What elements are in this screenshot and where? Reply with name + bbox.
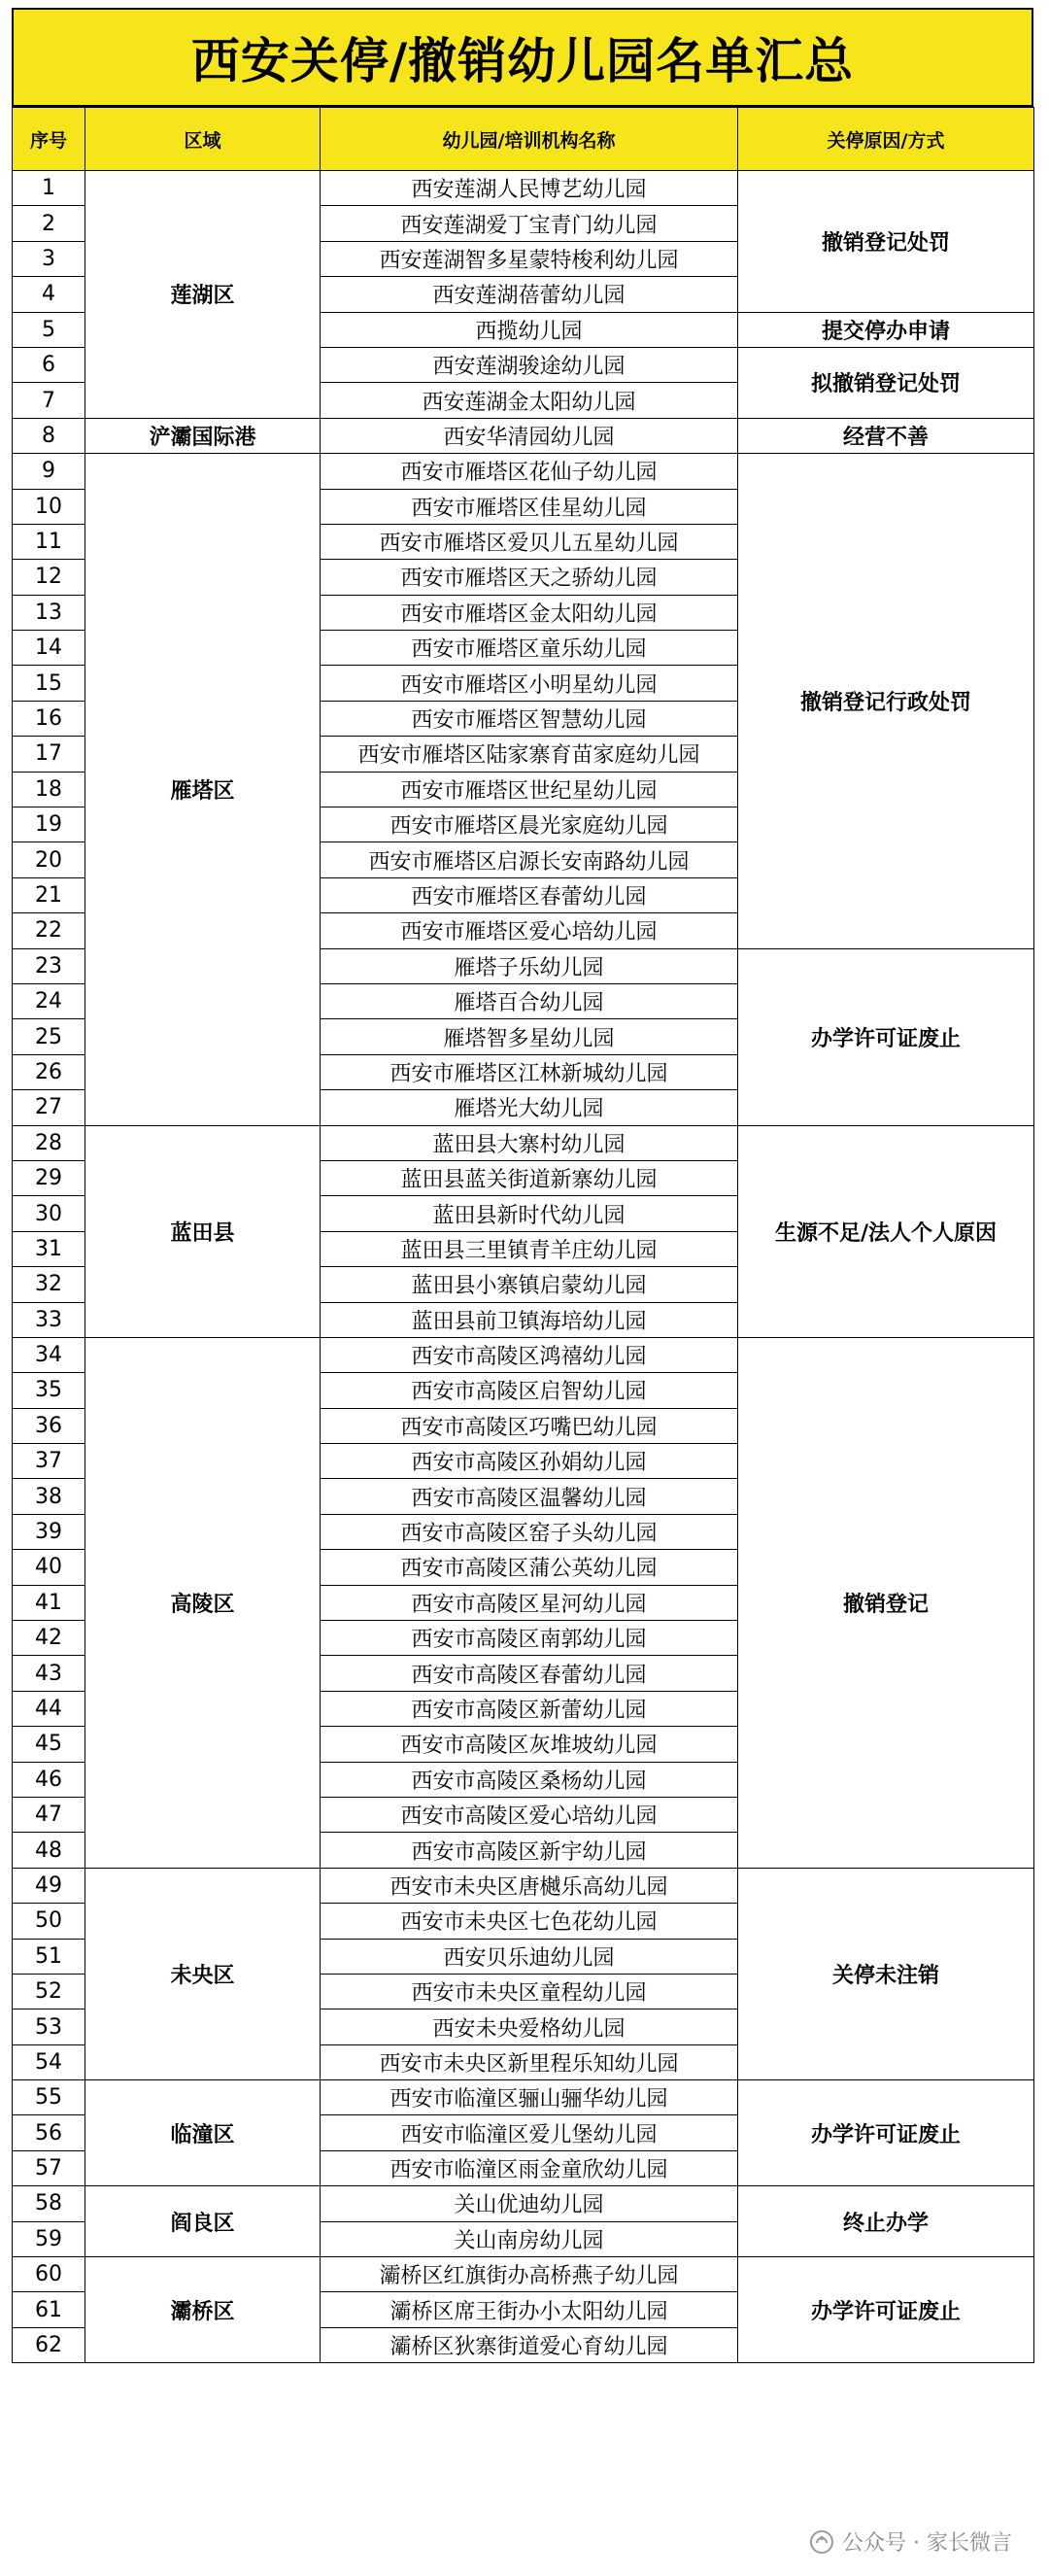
- closure-reason-cell: 经营不善: [738, 418, 1034, 453]
- row-number: 59: [13, 2221, 85, 2256]
- district-cell: 灞桥区: [85, 2257, 321, 2363]
- closure-reason-cell: 终止办学: [738, 2186, 1034, 2257]
- kindergarten-name: 蓝田县蓝关街道新寨幼儿园: [321, 1160, 738, 1195]
- kindergarten-name: 西安市临潼区雨金童欣幼儿园: [321, 2150, 738, 2185]
- kindergarten-name: 灞桥区席王街办小太阳幼儿园: [321, 2292, 738, 2327]
- row-number: 50: [13, 1904, 85, 1939]
- closure-reason-cell: 撤销登记: [738, 1337, 1034, 1868]
- closure-reason-cell: 办学许可证废止: [738, 2257, 1034, 2363]
- kindergarten-name: 西安市高陵区温馨幼儿园: [321, 1479, 738, 1514]
- header-reason: 关停原因/方式: [738, 108, 1034, 171]
- kindergarten-name: 西安市高陵区新蕾幼儿园: [321, 1691, 738, 1726]
- table-row: [13, 418, 1034, 453]
- district-cell: 浐灞国际港: [85, 418, 321, 453]
- table-row: [13, 2186, 1034, 2221]
- kindergarten-name: 西安市高陵区星河幼儿园: [321, 1585, 738, 1620]
- header-district: 区域: [85, 108, 321, 171]
- watermark: [809, 2526, 1012, 2557]
- kindergarten-name: 西安市雁塔区天之骄幼儿园: [321, 560, 738, 595]
- row-number: 22: [13, 913, 85, 948]
- closure-reason-cell: 撤销登记处罚: [738, 171, 1034, 313]
- kindergarten-name: 西安市雁塔区金太阳幼儿园: [321, 595, 738, 630]
- kindergarten-name: 西安莲湖蓓蕾幼儿园: [321, 277, 738, 312]
- kindergarten-name: 雁塔光大幼儿园: [321, 1090, 738, 1125]
- kindergarten-name: 西安市高陵区新宇幼儿园: [321, 1833, 738, 1868]
- row-number: 21: [13, 877, 85, 912]
- row-number: 55: [13, 2080, 85, 2115]
- kindergarten-name: 蓝田县小寨镇启蒙幼儿园: [321, 1267, 738, 1302]
- row-number: 15: [13, 666, 85, 701]
- kindergarten-table: [12, 107, 1034, 2363]
- row-number: 44: [13, 1691, 85, 1726]
- kindergarten-name: 西安市雁塔区花仙子幼儿园: [321, 454, 738, 489]
- row-number: 9: [13, 454, 85, 489]
- row-number: 25: [13, 1019, 85, 1054]
- row-number: 4: [13, 277, 85, 312]
- row-number: 18: [13, 772, 85, 807]
- kindergarten-name: 西安市高陵区灰堆坡幼儿园: [321, 1727, 738, 1762]
- row-number: 35: [13, 1373, 85, 1408]
- kindergarten-name: 西安市雁塔区小明星幼儿园: [321, 666, 738, 701]
- kindergarten-name: 西安市雁塔区春蕾幼儿园: [321, 877, 738, 912]
- kindergarten-name: 西安莲湖人民博艺幼儿园: [321, 171, 738, 206]
- kindergarten-name: 蓝田县大寨村幼儿园: [321, 1125, 738, 1160]
- wechat-official-account-icon: [809, 2529, 834, 2555]
- kindergarten-name: 西安市高陵区孙娟幼儿园: [321, 1444, 738, 1479]
- kindergarten-name: 西安市雁塔区爱贝儿五星幼儿园: [321, 524, 738, 559]
- row-number: 36: [13, 1408, 85, 1443]
- kindergarten-name: 西安市雁塔区爱心培幼儿园: [321, 913, 738, 948]
- kindergarten-name: 西安市雁塔区童乐幼儿园: [321, 631, 738, 666]
- kindergarten-name: 西安市未央区童程幼儿园: [321, 1974, 738, 2009]
- kindergarten-name: 西安市雁塔区晨光家庭幼儿园: [321, 807, 738, 842]
- watermark-text: 公众号 · 家长微言: [842, 2531, 1012, 2556]
- row-number: 49: [13, 1868, 85, 1903]
- row-number: 62: [13, 2327, 85, 2362]
- kindergarten-name: 西安莲湖骏途幼儿园: [321, 347, 738, 382]
- closure-reason-cell: 生源不足/法人个人原因: [738, 1125, 1034, 1337]
- table-row: [13, 454, 1034, 489]
- kindergarten-name: 关山优迪幼儿园: [321, 2186, 738, 2221]
- row-number: 56: [13, 2115, 85, 2150]
- row-number: 20: [13, 842, 85, 877]
- kindergarten-name: 西安市未央区新里程乐知幼儿园: [321, 2044, 738, 2079]
- row-number: 47: [13, 1797, 85, 1832]
- table-row: [13, 1868, 1034, 1903]
- kindergarten-name: 西安未央爱格幼儿园: [321, 2009, 738, 2044]
- table-row: [13, 2257, 1034, 2292]
- document: [12, 8, 1033, 2363]
- kindergarten-name: 西安市未央区七色花幼儿园: [321, 1904, 738, 1939]
- kindergarten-name: 西安市雁塔区佳星幼儿园: [321, 489, 738, 524]
- district-cell: 临潼区: [85, 2080, 321, 2186]
- kindergarten-name: 西安贝乐迪幼儿园: [321, 1939, 738, 1974]
- table-body: [13, 171, 1034, 2363]
- row-number: 57: [13, 2150, 85, 2185]
- row-number: 41: [13, 1585, 85, 1620]
- row-number: 23: [13, 948, 85, 983]
- closure-reason-cell: 提交停办申请: [738, 312, 1034, 347]
- row-number: 61: [13, 2292, 85, 2327]
- table-row: [13, 1125, 1034, 1160]
- district-cell: 高陵区: [85, 1337, 321, 1868]
- kindergarten-name: 西安市高陵区桑杨幼儿园: [321, 1762, 738, 1797]
- row-number: 37: [13, 1444, 85, 1479]
- district-cell: 雁塔区: [85, 454, 321, 1125]
- kindergarten-name: 关山南房幼儿园: [321, 2221, 738, 2256]
- kindergarten-name: 西安华清园幼儿园: [321, 418, 738, 453]
- kindergarten-name: 西安市高陵区蒲公英幼儿园: [321, 1550, 738, 1585]
- kindergarten-name: 西安市高陵区南郭幼儿园: [321, 1621, 738, 1656]
- row-number: 5: [13, 312, 85, 347]
- kindergarten-name: 灞桥区狄寨街道爱心育幼儿园: [321, 2327, 738, 2362]
- row-number: 58: [13, 2186, 85, 2221]
- kindergarten-name: 西安莲湖智多星蒙特梭利幼儿园: [321, 241, 738, 276]
- kindergarten-name: 雁塔智多星幼儿园: [321, 1019, 738, 1054]
- row-number: 31: [13, 1231, 85, 1266]
- row-number: 3: [13, 241, 85, 276]
- row-number: 32: [13, 1267, 85, 1302]
- row-number: 7: [13, 383, 85, 418]
- row-number: 1: [13, 171, 85, 206]
- kindergarten-name: 雁塔子乐幼儿园: [321, 948, 738, 983]
- row-number: 2: [13, 206, 85, 241]
- kindergarten-name: 蓝田县新时代幼儿园: [321, 1196, 738, 1231]
- row-number: 6: [13, 347, 85, 382]
- kindergarten-name: 西安市高陵区鸿禧幼儿园: [321, 1337, 738, 1372]
- row-number: 54: [13, 2044, 85, 2079]
- kindergarten-name: 西安市高陵区启智幼儿园: [321, 1373, 738, 1408]
- row-number: 28: [13, 1125, 85, 1160]
- page-title: 西安关停/撤销幼儿园名单汇总: [12, 8, 1033, 107]
- closure-reason-cell: 办学许可证废止: [738, 948, 1034, 1125]
- row-number: 40: [13, 1550, 85, 1585]
- district-cell: 蓝田县: [85, 1125, 321, 1337]
- row-number: 14: [13, 631, 85, 666]
- kindergarten-name: 西安市临潼区爱儿堡幼儿园: [321, 2115, 738, 2150]
- kindergarten-name: 西安市雁塔区世纪星幼儿园: [321, 772, 738, 807]
- kindergarten-name: 西安市高陵区春蕾幼儿园: [321, 1656, 738, 1691]
- kindergarten-name: 雁塔百合幼儿园: [321, 983, 738, 1018]
- row-number: 17: [13, 737, 85, 772]
- row-number: 45: [13, 1727, 85, 1762]
- row-number: 33: [13, 1302, 85, 1337]
- row-number: 19: [13, 807, 85, 842]
- kindergarten-name: 西安莲湖爱丁宝青门幼儿园: [321, 206, 738, 241]
- row-number: 27: [13, 1090, 85, 1125]
- closure-reason-cell: 拟撤销登记处罚: [738, 347, 1034, 418]
- district-cell: 未央区: [85, 1868, 321, 2079]
- row-number: 51: [13, 1939, 85, 1974]
- district-cell: 莲湖区: [85, 171, 321, 419]
- district-cell: 阎良区: [85, 2186, 321, 2257]
- kindergarten-name: 西安市雁塔区陆家寨育苗家庭幼儿园: [321, 737, 738, 772]
- row-number: 30: [13, 1196, 85, 1231]
- closure-reason-cell: 办学许可证废止: [738, 2080, 1034, 2186]
- closure-reason-cell: 关停未注销: [738, 1868, 1034, 2079]
- kindergarten-name: 西安市临潼区骊山骊华幼儿园: [321, 2080, 738, 2115]
- row-number: 26: [13, 1054, 85, 1089]
- row-number: 53: [13, 2009, 85, 2044]
- row-number: 16: [13, 701, 85, 736]
- row-number: 12: [13, 560, 85, 595]
- kindergarten-name: 西安市雁塔区智慧幼儿园: [321, 701, 738, 736]
- kindergarten-name: 西安市未央区唐樾乐高幼儿园: [321, 1868, 738, 1903]
- row-number: 8: [13, 418, 85, 453]
- row-number: 38: [13, 1479, 85, 1514]
- row-number: 42: [13, 1621, 85, 1656]
- row-number: 60: [13, 2257, 85, 2292]
- kindergarten-name: 灞桥区红旗街办高桥燕子幼儿园: [321, 2257, 738, 2292]
- header-name: 幼儿园/培训机构名称: [321, 108, 738, 171]
- row-number: 29: [13, 1160, 85, 1195]
- kindergarten-name: 蓝田县前卫镇海培幼儿园: [321, 1302, 738, 1337]
- kindergarten-name: 西揽幼儿园: [321, 312, 738, 347]
- table-row: [13, 2080, 1034, 2115]
- kindergarten-name: 蓝田县三里镇青羊庄幼儿园: [321, 1231, 738, 1266]
- row-number: 11: [13, 524, 85, 559]
- row-number: 10: [13, 489, 85, 524]
- row-number: 52: [13, 1974, 85, 2009]
- row-number: 48: [13, 1833, 85, 1868]
- table-header-row: [13, 108, 1034, 171]
- row-number: 13: [13, 595, 85, 630]
- kindergarten-name: 西安市高陵区爱心培幼儿园: [321, 1797, 738, 1832]
- header-number: 序号: [13, 108, 85, 171]
- closure-reason-cell: 撤销登记行政处罚: [738, 454, 1034, 948]
- row-number: 39: [13, 1514, 85, 1549]
- row-number: 24: [13, 983, 85, 1018]
- table-row: [13, 1337, 1034, 1372]
- row-number: 46: [13, 1762, 85, 1797]
- kindergarten-name: 西安莲湖金太阳幼儿园: [321, 383, 738, 418]
- kindergarten-name: 西安市雁塔区启源长安南路幼儿园: [321, 842, 738, 877]
- kindergarten-name: 西安市雁塔区江林新城幼儿园: [321, 1054, 738, 1089]
- kindergarten-name: 西安市高陵区巧嘴巴幼儿园: [321, 1408, 738, 1443]
- row-number: 43: [13, 1656, 85, 1691]
- row-number: 34: [13, 1337, 85, 1372]
- table-row: [13, 171, 1034, 206]
- kindergarten-name: 西安市高陵区窑子头幼儿园: [321, 1514, 738, 1549]
